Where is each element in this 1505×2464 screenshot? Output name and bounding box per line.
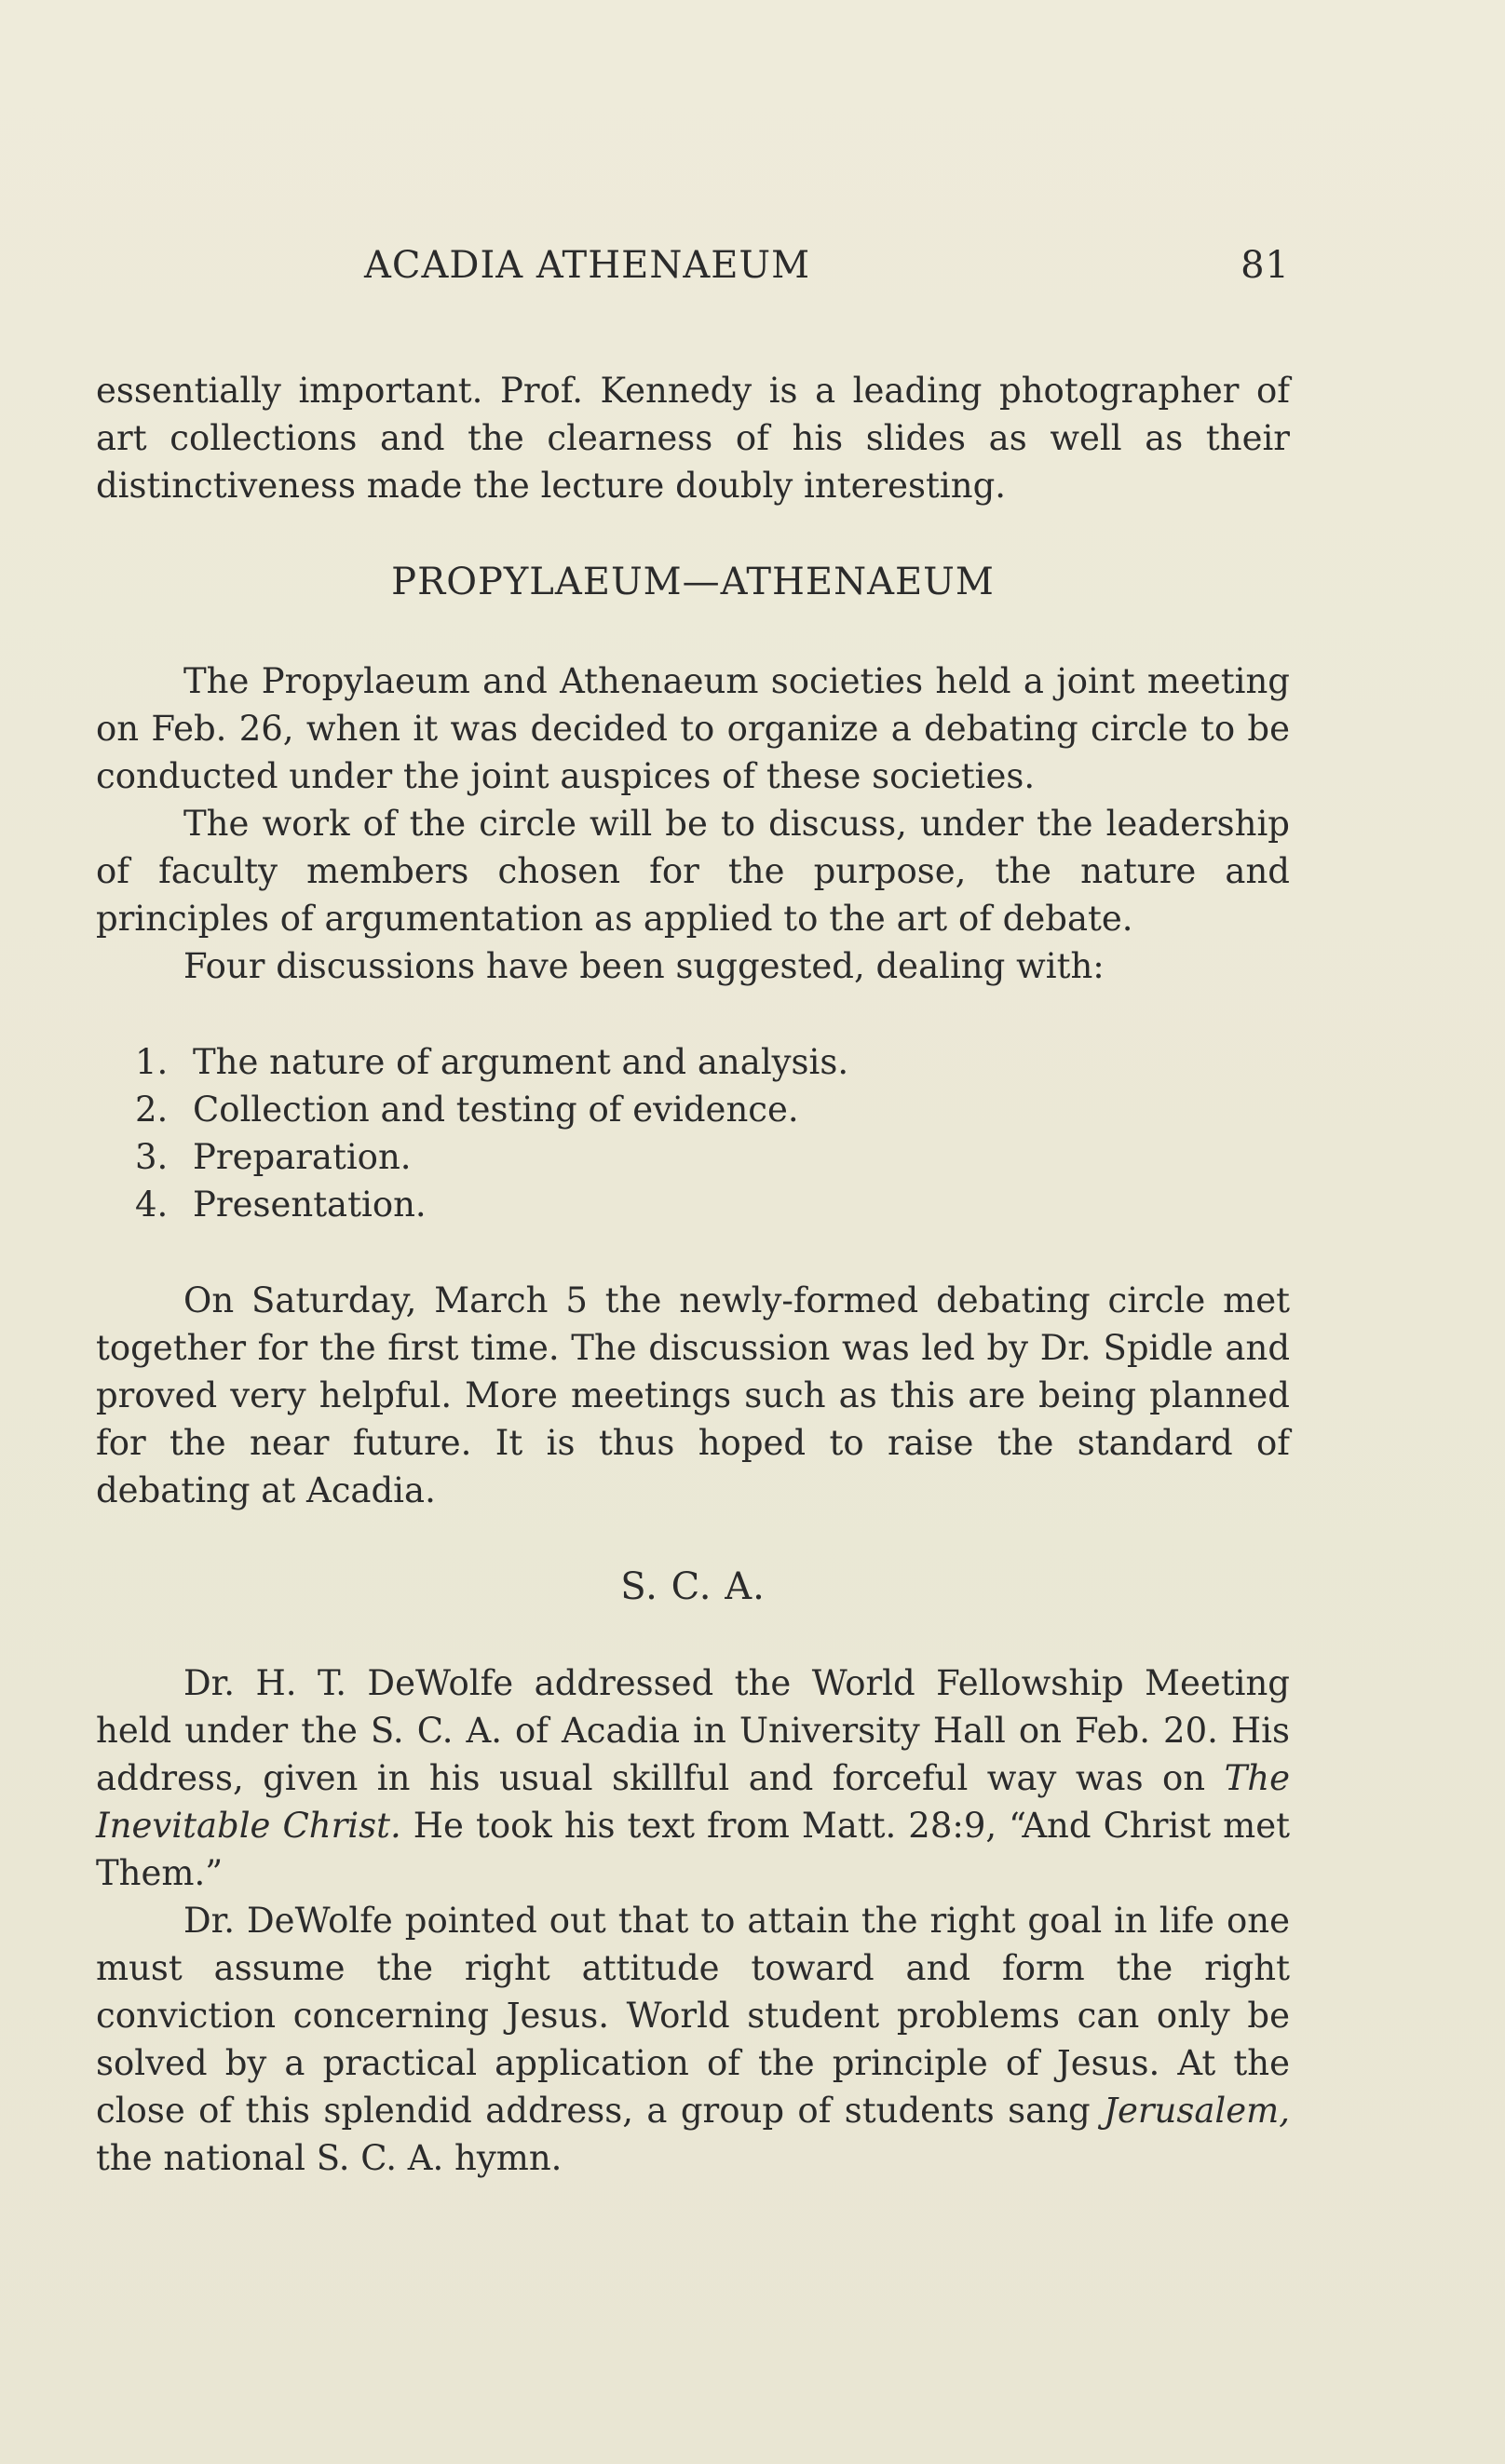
list-item: [96, 1086, 1290, 1133]
sca-paragraph-1-text: Dr. H. T. DeWolfe addressed the World Fellowship Meeting held under the S. C. A. of Acadia in University Hall on Feb. 20. His address, given in his usual skillful and forceful way was on: [96, 1663, 1290, 1798]
discussion-topics-list: [96, 1038, 1290, 1228]
running-head: [96, 244, 1290, 300]
list-item-text: The nature of argument and analysis.: [193, 1042, 849, 1082]
sca-paragraph-1: [96, 1659, 1290, 1897]
propylaeum-paragraph-4: On Saturday, March 5 the newly-formed debating circle met together for the first time. The discussion was led by Dr. Spidle and proved very helpful. More meetings such as this are being planned for the near future. It is thus hoped to raise the standard of debating at Acadia.: [96, 1280, 1290, 1510]
list-item: [96, 1038, 1290, 1086]
sca-paragraph-2-text: Dr. DeWolfe pointed out that to attain the right goal in life one must assume the right attitude toward and form the right conviction concerning Jesus. World student problems can only be solved by a practical application of the principle of Jesus. At the close of this splendid address, a group of students sang: [96, 1901, 1290, 2131]
propylaeum-paragraph-1: The Propylaeum and Athenaeum societies held a joint meeting on Feb. 26, when it was decided to organize a debating circle to be conducted under the joint auspices of these societies.: [96, 661, 1290, 796]
propylaeum-paragraph-2: The work of the circle will be to discuss, under the leadership of faculty members chosen for the purpose, the nature and principles of argumentation as applied to the art of debate.: [96, 804, 1290, 939]
list-item-text: Collection and testing of evidence.: [193, 1090, 799, 1130]
propylaeum-paragraph-3: Four discussions have been suggested, dealing with:: [183, 946, 1105, 986]
list-item-number: 1.: [135, 1042, 169, 1082]
sca-paragraph-1-text-end: He took his text from Matt. 28:9, “And Christ met Them.”: [96, 1806, 1290, 1893]
section-heading-sca: S. C. A.: [620, 1565, 766, 1608]
sca-paragraph-2-text-end: the national S. C. A. hymn.: [96, 2138, 563, 2178]
list-item: [96, 1133, 1290, 1181]
sca-paragraph-2: [96, 1897, 1290, 2182]
journal-title: ACADIA ATHENAEUM: [364, 244, 811, 287]
list-item: [96, 1181, 1290, 1228]
page-number: 81: [1241, 244, 1290, 287]
list-item-number: 4.: [135, 1185, 169, 1225]
list-item-text: Preparation.: [193, 1137, 412, 1177]
intro-paragraph: essentially important. Prof. Kennedy is a leading photographer of art collections and the clearness of his slides as well as their distinctiveness made the lecture doubly interesting.: [96, 371, 1290, 506]
list-item-text: Presentation.: [193, 1185, 427, 1225]
page-content: [96, 244, 1290, 2182]
list-item-number: 2.: [135, 1090, 169, 1130]
section-heading-propylaeum: PROPYLAEUM—ATHENAEUM: [391, 561, 995, 603]
address-title: The Inevitable Christ.: [96, 1758, 1290, 1846]
hymn-title: Jerusalem,: [1104, 2091, 1290, 2131]
list-item-number: 3.: [135, 1137, 169, 1177]
